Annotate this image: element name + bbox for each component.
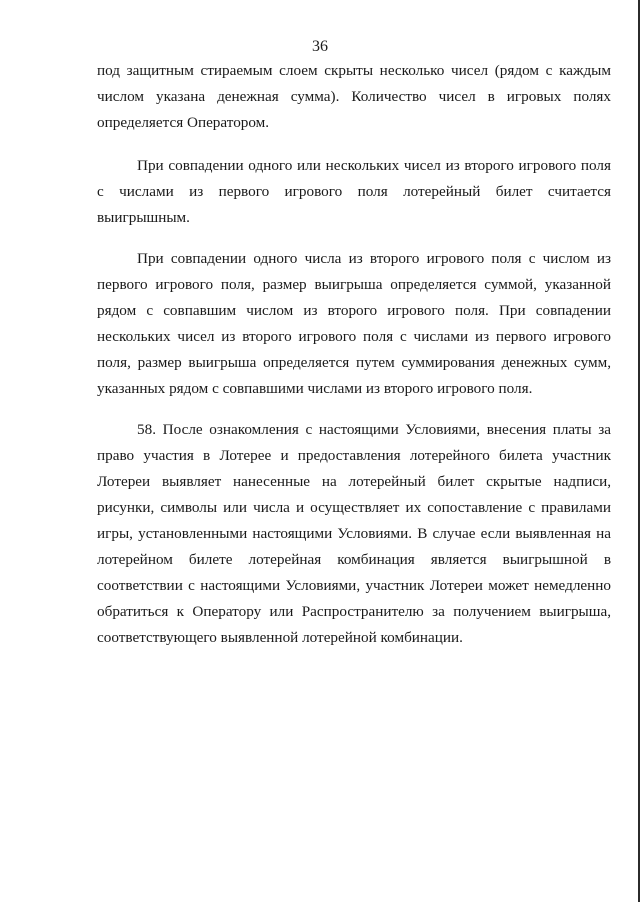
paragraph-win-condition: При совпадении одного или нескольких чисел из второго игрового поля с числами из первого игрового поля лотерейный билет считается выигрышным. — [97, 157, 611, 226]
paragraph-win-amount: При совпадении одного числа из второго игрового поля с числом из первого игрового поля, размер выигрыша определяется суммой, указанной рядом с совпавшим числом из второго игрового поля. При совпадении нескольких чисел из второго игрового поля с числами из первого игрового поля, размер выигрыша определяется путем суммирования денежных сумм, указанных рядом с совпавшими числами из второго игрового поля. — [97, 250, 611, 397]
paragraph-continuation: под защитным стираемым слоем скрыты несколько чисел (рядом с каждым числом указана денежная сумма). Количество чисел в игровых полях определяется Оператором. — [97, 62, 611, 131]
body-text — [97, 58, 611, 651]
page-number: 36 — [312, 38, 328, 55]
paragraph-clause-58: 58. После ознакомления с настоящими Условиями, внесения платы за право участия в Лотерее и предоставления лотерейного билета участник Лотереи выявляет нанесенные на лотерейный билет скрытые надписи, рисунки, символы или числа и осуществляет их сопоставление с правилами игры, установленными настоящими Условиями. В случае если выявленная на лотерейном билете лотерейная комбинация является выигрышной в соответствии с настоящими Условиями, участник Лотереи может немедленно обратиться к Оператору или Распространителю за получением выигрыша, соответствующего выявленной лотерейной комбинации. — [97, 421, 611, 646]
